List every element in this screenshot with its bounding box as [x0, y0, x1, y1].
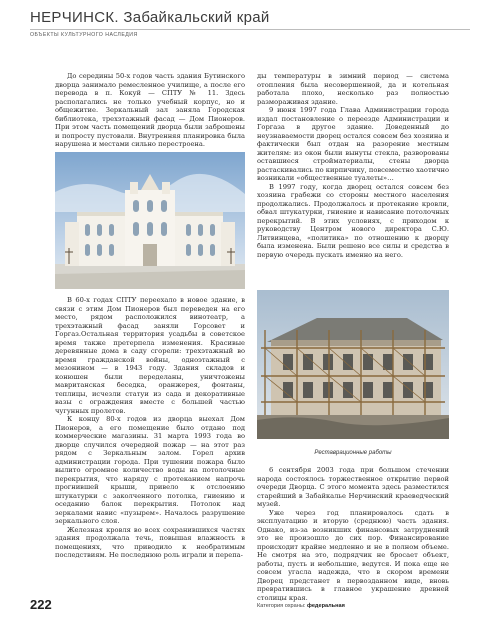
protection-label: Категория охраны: — [257, 603, 306, 609]
paragraph: В 1997 году, когда дворец остался совсем без хозяина грабежи со стороны местного населения продолжались. Продолжалось и протекание кровли, обвал штукатурки, гниение и нависание потолочных перекрытий. В этих условиях, с приходом к руководству Центром нового директора С.Ю. Литвинцева, «политика» по отношению к дворцу была изменена. Были решено все силы и средства в первую очередь пускать именно на него. — [257, 182, 449, 259]
paragraph: ды температуры в зимний период — система отопления была несовершенной, да и котельная работала плохо, несколько раз полностью размораживая здание. — [257, 72, 449, 106]
protection-value: федеральная — [307, 603, 345, 609]
restoration-photo — [257, 290, 449, 439]
text-column-3 — [55, 296, 245, 560]
paragraph: К концу 80-х годов из дворца выехал Дом Пионеров, а его помещение было отдано под коммерческие магазины. 31 марта 1993 года во дворце случился очередной пожар — на этот раз рядом с Зеркальным залом. Горел архив администрации города. При тушении пожара было вылито огромное количество воды на потолочные перекрытия, что наряду с протеканием напрочь прогнившей крыши, привело к отслоению штукатурки с заколченного потолка, гниению и оседанию балок перекрытия. Потолок над зеркалами навис «пузырем». Началось разрушение зеркального слоя. — [55, 415, 245, 525]
section-label: ОБЪЕКТЫ КУЛЬТУРНОГО НАСЛЕДИЯ — [30, 32, 138, 38]
text-column-2 — [257, 72, 449, 259]
header-divider — [30, 29, 470, 30]
page-title: НЕРЧИНСК. Забайкальский край — [30, 9, 270, 26]
paragraph: 6 сентября 2003 года при большом стечении народа состоялось торжественное открытие первой очереди Дворца. С этого момента здесь разместился старейший в Забайкалье Нерчинский краеведческий музей. — [257, 466, 449, 508]
paragraph: До середины 50-х годов часть здания Бутинского дворца занимало ремесленное училище, а после его перевода в п. Кокуй — СПТУ № 11. Здесь располагались не только учебный корпус, но и общежитие. Зеркальный зал заняла Городская библиотека, трехэтажный фасад — Дом Пионеров. При этом часть помещений дворца были заброшены и попросту пустовали. Внутренняя планировка была нарушена и местами сильно перестроена. — [55, 72, 245, 148]
text-column-1 — [55, 72, 245, 149]
photo-caption: Реставрационные работы — [314, 450, 392, 456]
paragraph: Железная кровля во всех сохранившихся частях здания продолжала течь, повышая влажность в помещениях, что приводило к необратимым последствиям. Не последнюю роль играли и перепа- — [55, 525, 245, 559]
paragraph: Уже через год планировалось сдать в эксплуатацию и вторую (среднюю) часть здания. Однако, из-за возникших финансовых затруднений это не произошло до сих пор. Финансирование происходит крайне медленно и не в полном объеме. Не смотря на это, подрядчик не бросает объект, работы, пусть и небольшие, ведутся. И пока еще не совсем угасла надежда, что в скором времени Дворец предстанет в первозданном виде, вновь превратившись в главное украшение древней столицы края. — [257, 508, 449, 602]
text-column-4 — [257, 466, 449, 602]
paragraph: 9 июня 1997 года Глава Администрации города издал постановление о переезде Администрации и Горгаза в другое здание. Доведенный до неузнаваемости дворец остался совсем без хозяина и фактически был отдан на разорение местным жителям: из окон были вынуты стекла, разворованы оставшиеся стройматериалы, стены дворца растаскивались по кирпичику, повсеместно хаотично возникали «общественные туалеты»… — [257, 106, 449, 182]
page-number: 222 — [30, 597, 52, 612]
page-header — [30, 9, 470, 38]
protection-category — [257, 603, 345, 609]
paragraph: В 60-х годах СПТУ переехало в новое здание, в связи с этим Дом Пионеров был переведен на его место, рядом расположился винотеатр, а трехэтажный фасад заняли Горсовет и Горгаз.Остальная территория усадьбы в советское время также претерпела изменения. Красивые деревянные дома в саду сгорели: трехэтажный во время гражданской войны, одноэтажный с мезонином — в 1943 году. Здания складов и конюшен были переделаны, уничтожены мавританская беседка, оранжерея, фонтаны, теплицы, исчезли статуи из сада и декоративные вазы с ограждения вместе с большей частью чугунных пролетов. — [55, 296, 245, 415]
palace-photo — [55, 152, 245, 289]
